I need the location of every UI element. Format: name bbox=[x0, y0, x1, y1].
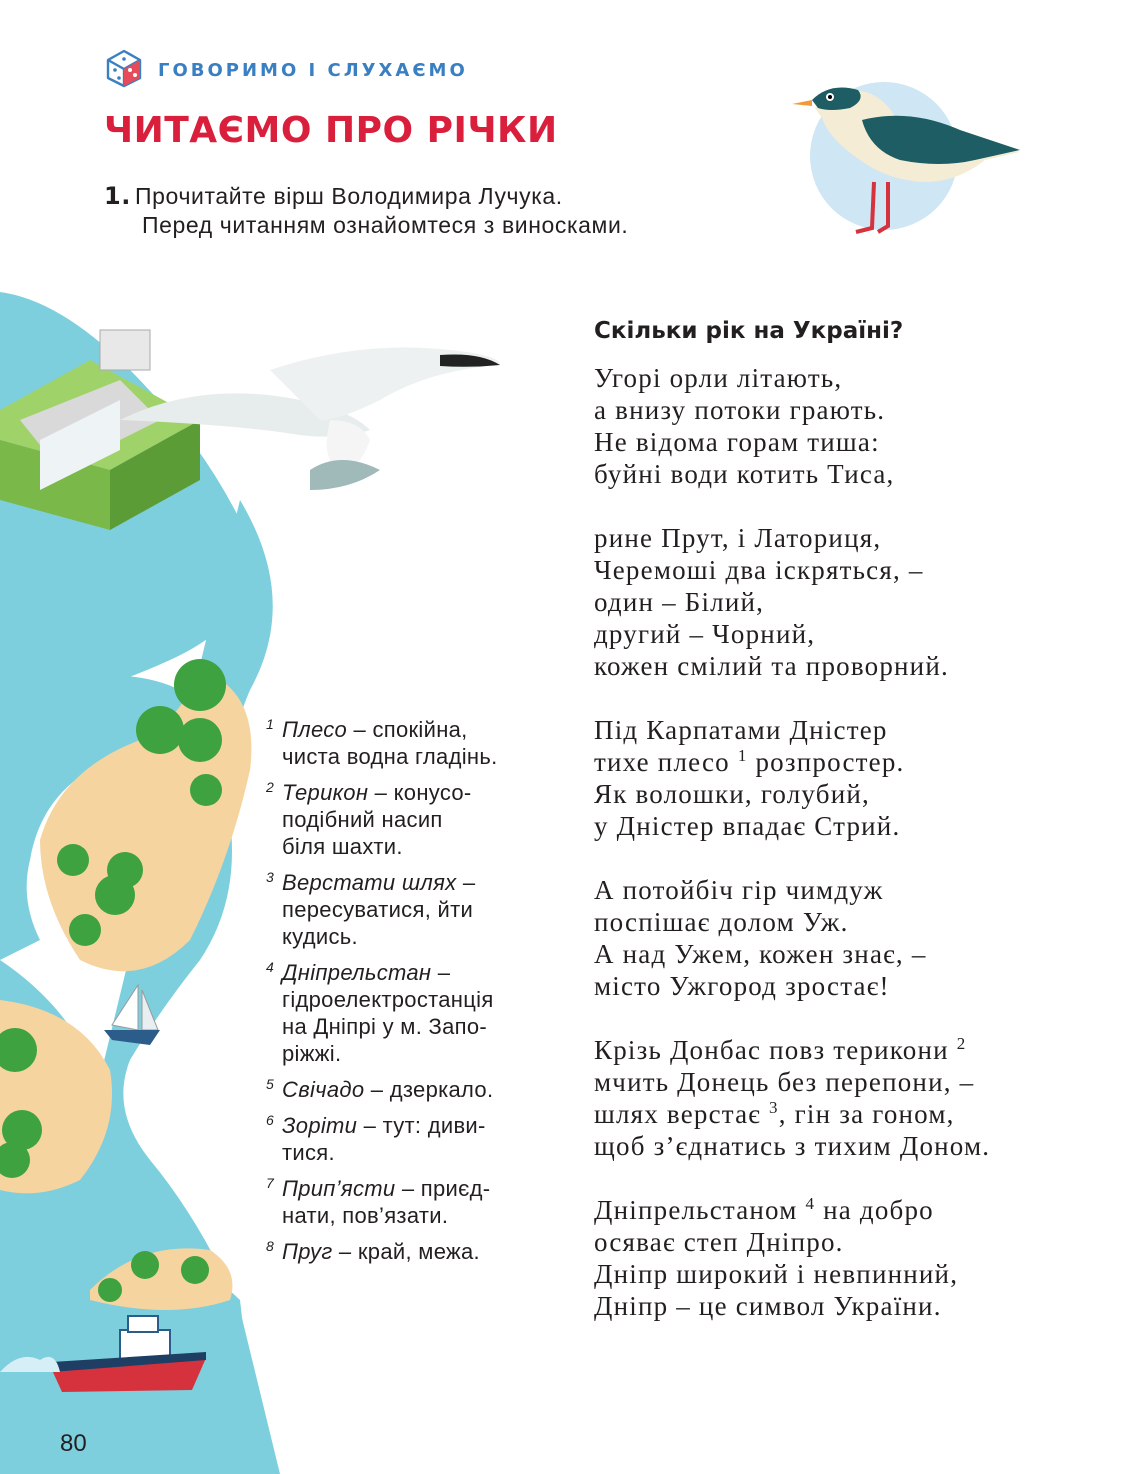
footnotes bbox=[264, 716, 564, 1274]
footnote-item bbox=[264, 716, 564, 770]
footnote-line: тися. bbox=[282, 1140, 335, 1165]
footnote-line: Терикон – конусо- bbox=[282, 780, 472, 805]
seagull-illustration bbox=[792, 82, 1020, 232]
footnote-line: Свічадо – дзеркало. bbox=[282, 1077, 494, 1102]
footnote-item bbox=[264, 1175, 564, 1229]
poem-stanza bbox=[594, 362, 990, 490]
footnote-term: Терикон bbox=[282, 780, 369, 805]
footnote-number: 7 bbox=[266, 1175, 275, 1191]
footnote-line: Дніпрельстан – bbox=[282, 960, 451, 985]
footnote-ref: 4 bbox=[805, 1194, 816, 1213]
footnote-line: біля шахти. bbox=[282, 834, 403, 859]
footnote-number: 8 bbox=[266, 1238, 275, 1254]
footnote-ref: 3 bbox=[769, 1098, 779, 1117]
footnote-number: 2 bbox=[266, 779, 275, 795]
poem-verse: буйні води котить Тиса, bbox=[594, 459, 895, 489]
poem-verse: у Дністер впадає Стрий. bbox=[594, 811, 901, 841]
poem-verse: А потойбіч гір чимдуж bbox=[594, 875, 884, 905]
poem-title: Скільки рік на Україні? bbox=[594, 318, 904, 344]
footnote-term: Свічадо bbox=[282, 1077, 365, 1102]
poem-verse: Черемоші два іскряться, – bbox=[594, 555, 924, 585]
poem-stanza bbox=[594, 1034, 990, 1162]
footnote-number: 1 bbox=[266, 716, 275, 732]
footnote-item bbox=[264, 779, 564, 860]
poem-verse: другий – Чорний, bbox=[594, 619, 816, 649]
poem-verse: Дніпрельстаном $^4$ на добро bbox=[594, 1194, 934, 1225]
poem-verse: місто Ужгород зростає! bbox=[594, 971, 890, 1001]
poem-stanza bbox=[594, 874, 990, 1002]
poem-verse: рине Прут, і Латориця, bbox=[594, 523, 882, 553]
poem-verse: Дніпр – це символ України. bbox=[594, 1291, 942, 1321]
footnote-term: Прип’ясти bbox=[282, 1176, 396, 1201]
poem-verse: Як волошки, голубий, bbox=[594, 779, 870, 809]
footnote-line: ріжжі. bbox=[282, 1041, 342, 1066]
section-label: ГОВОРИМО І СЛУХАЄМО bbox=[158, 60, 468, 81]
footnote-line: Зоріти – тут: диви- bbox=[282, 1113, 486, 1138]
footnote-line: Пруг – край, межа. bbox=[282, 1239, 480, 1264]
poem-verse: осяває степ Дніпро. bbox=[594, 1227, 844, 1257]
footnote-item bbox=[264, 1076, 564, 1103]
footnote-number: 4 bbox=[266, 959, 275, 975]
footnote-term: Зоріти bbox=[282, 1113, 358, 1138]
footnote-line: пересуватися, йти bbox=[282, 897, 474, 922]
footnote-line: Прип’ясти – приєд- bbox=[282, 1176, 491, 1201]
poem-verse: Угорі орли літають, bbox=[594, 363, 843, 393]
poem-verse: шлях верстає $^3$, гін за гоном, bbox=[594, 1098, 955, 1129]
footnote-line: кудись. bbox=[282, 924, 358, 949]
poem-verse: кожен смілий та проворний. bbox=[594, 651, 949, 681]
poem-verse: Не відома горам тиша: bbox=[594, 427, 880, 457]
footnote-item bbox=[264, 869, 564, 950]
footnote-item bbox=[264, 1112, 564, 1166]
footnote-line: Верстати шлях – bbox=[282, 870, 476, 895]
page-number: 80 bbox=[60, 1430, 87, 1457]
footnote-term: Дніпрельстан bbox=[282, 960, 432, 985]
poem-stanza bbox=[594, 714, 990, 842]
footnote-term: Плесо bbox=[282, 717, 348, 742]
task-line-2: Перед читанням ознайомтеся з виносками. bbox=[142, 212, 629, 238]
footnote-item bbox=[264, 1238, 564, 1265]
poem-stanza bbox=[594, 1194, 990, 1322]
task-line-1: Прочитайте вірш Володимира Лучука. bbox=[135, 183, 563, 209]
footnote-number: 6 bbox=[266, 1112, 275, 1128]
footnote-line: на Дніпрі у м. Запо- bbox=[282, 1014, 488, 1039]
poem-verse: Дніпр широкий і невпинний, bbox=[594, 1259, 959, 1289]
poem-verse: тихе плесо $^1$ розпростер. bbox=[594, 746, 905, 777]
footnote-line: подібний насип bbox=[282, 807, 443, 832]
footnote-line: гідроелектростанція bbox=[282, 987, 494, 1012]
poem bbox=[594, 318, 990, 1354]
poem-verse: Під Карпатами Дністер bbox=[594, 715, 888, 745]
poem-stanzas bbox=[594, 362, 990, 1322]
poem-verse: щоб з’єднатись з тихим Доном. bbox=[594, 1131, 991, 1161]
footnote-ref: 1 bbox=[737, 746, 748, 765]
poem-stanza bbox=[594, 522, 990, 682]
poem-verse: один – Білий, bbox=[594, 587, 765, 617]
footnote-term: Пруг bbox=[282, 1239, 333, 1264]
footnote-ref: 2 bbox=[956, 1034, 967, 1053]
footnote-line: нати, пов’язати. bbox=[282, 1203, 449, 1228]
poem-verse: а внизу потоки грають. bbox=[594, 395, 886, 425]
poem-verse: мчить Донець без перепони, – bbox=[594, 1067, 975, 1097]
footnote-line: чиста водна гладінь. bbox=[282, 744, 498, 769]
footnote-number: 5 bbox=[266, 1076, 275, 1092]
footnote-item bbox=[264, 959, 564, 1067]
task-number: 1. bbox=[104, 182, 132, 210]
footnote-term: Верстати шлях bbox=[282, 870, 457, 895]
poem-verse: поспішає долом Уж. bbox=[594, 907, 849, 937]
poem-verse: Крізь Донбас повз терикони $^2$ bbox=[594, 1034, 967, 1065]
footnote-line: Плесо – спокійна, bbox=[282, 717, 468, 742]
poem-verse: А над Ужем, кожен знає, – bbox=[594, 939, 927, 969]
footnote-number: 3 bbox=[266, 869, 275, 885]
lesson-title: ЧИТАЄМО ПРО РІЧКИ bbox=[104, 110, 558, 151]
